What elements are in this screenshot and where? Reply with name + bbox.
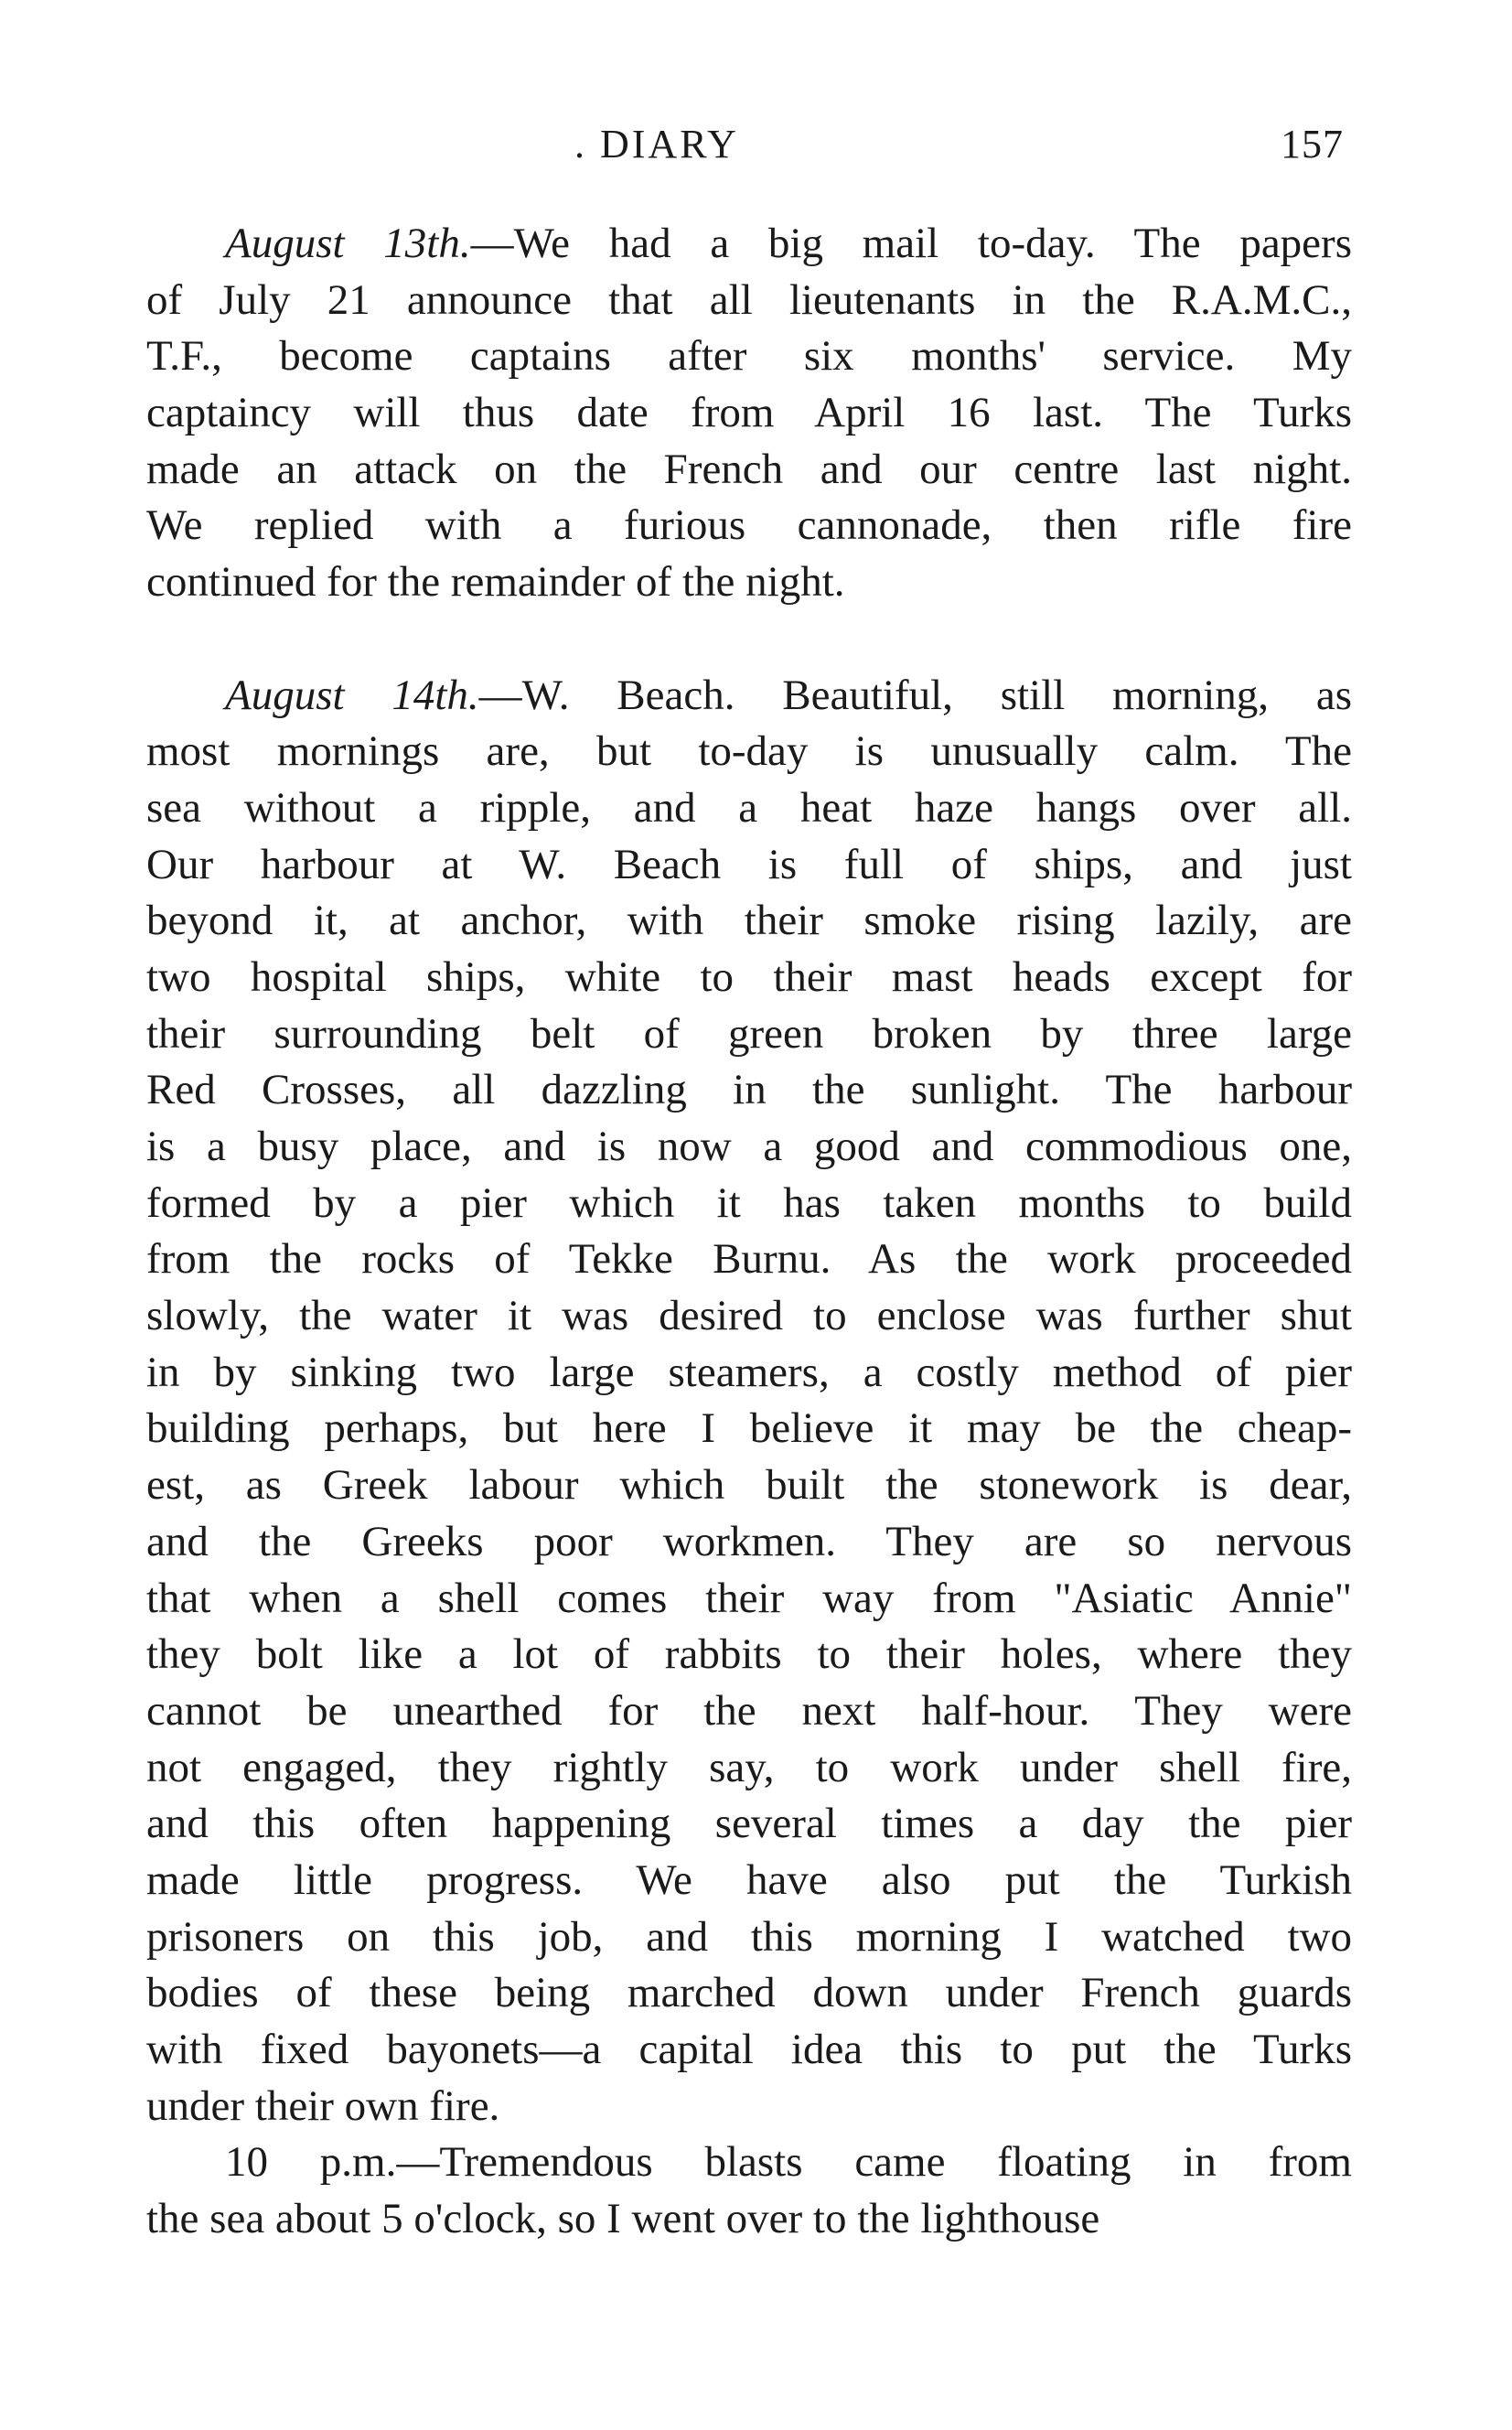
line-text: they bolt like a lot of rabbits to their holes, where they xyxy=(146,1630,1352,1679)
line-text: in by sinking two large steamers, a costly method of pier xyxy=(146,1348,1352,1396)
line-text: two hospital ships, white to their mast heads except for xyxy=(146,952,1352,1001)
line-text: building perhaps, but here I believe it may be the cheap- xyxy=(146,1404,1352,1453)
text-line xyxy=(146,216,1352,273)
text-line xyxy=(146,1006,1352,1063)
text-line xyxy=(146,1853,1352,1909)
text-line xyxy=(146,2191,1352,2248)
body-text xyxy=(146,216,1352,2248)
line-text: with fixed bayonets—a capital idea this to put the Turks xyxy=(146,2026,1352,2073)
line-text: sea without a ripple, and a heat haze hangs over all. xyxy=(146,783,1352,832)
text-line xyxy=(146,1514,1352,1571)
line-text: that when a shell comes their way from "Asiatic Annie" xyxy=(146,1574,1352,1622)
text-line xyxy=(146,1627,1352,1683)
line-text: of July 21 announce that all lieutenants in the R.A.M.C., xyxy=(146,275,1352,324)
line-text: T.F., become captains after six months' service. My xyxy=(146,332,1352,381)
text-line xyxy=(146,554,1352,611)
line-text: est, as Greek labour which built the stonework is dear, xyxy=(146,1461,1352,1510)
text-line xyxy=(146,442,1352,499)
line-text: made little progress. We have also put the Turkish xyxy=(146,1855,1352,1904)
line-text: from the rocks of Tekke Burnu. As the work proceeded xyxy=(146,1235,1352,1284)
text-line xyxy=(146,780,1352,837)
line-text: formed by a pier which it has taken months to build xyxy=(146,1178,1352,1227)
paragraph-spacer xyxy=(146,611,1352,668)
diary-entry xyxy=(146,216,1352,611)
text-line xyxy=(146,328,1352,385)
page-number: 157 xyxy=(1281,122,1344,167)
line-text: bodies of these being marched down under French guards xyxy=(146,1969,1352,2017)
text-line xyxy=(146,950,1352,1006)
entry-date: August 14th. xyxy=(225,671,479,719)
text-line xyxy=(146,837,1352,894)
line-text: —W. Beach. Beautiful, still morning, as xyxy=(478,671,1352,719)
text-line xyxy=(146,1231,1352,1288)
line-text: —We had a big mail to-day. The papers xyxy=(470,220,1352,267)
line-text: We replied with a furious cannonade, then rifle fire xyxy=(146,501,1352,550)
text-line xyxy=(146,1401,1352,1457)
text-line xyxy=(146,385,1352,442)
text-line xyxy=(146,498,1352,554)
text-line xyxy=(146,724,1352,780)
line-text: slowly, the water it was desired to enclose was further shut xyxy=(146,1292,1352,1340)
text-line xyxy=(146,273,1352,329)
text-line xyxy=(146,1796,1352,1853)
entry-date: August 13th. xyxy=(225,220,471,267)
line-text: Our harbour at W. Beach is full of ships, and just xyxy=(146,840,1352,888)
text-line xyxy=(146,1909,1352,1966)
text-line xyxy=(146,1345,1352,1402)
line-text: and this often happening several times a day the pier xyxy=(146,1800,1352,1848)
text-line xyxy=(146,893,1352,950)
diary-entry xyxy=(146,668,1352,2135)
line-text: captaincy will thus date from April 16 last. The Turks xyxy=(146,389,1352,437)
line-text: most mornings are, but to-day is unusually calm. The xyxy=(146,727,1352,776)
line-text: their surrounding belt of green broken by three large xyxy=(146,1009,1352,1058)
line-text: the sea about 5 o'clock, so I went over to the lighthouse xyxy=(146,2195,1100,2243)
line-text: made an attack on the French and our centre last night. xyxy=(146,445,1352,493)
line-text: continued for the remainder of the night. xyxy=(146,558,845,607)
running-head: . DIARY xyxy=(574,122,739,167)
text-line xyxy=(146,1119,1352,1176)
text-line xyxy=(146,1683,1352,1740)
line-text: prisoners on this job, and this morning I watched two xyxy=(146,1912,1352,1961)
text-line xyxy=(146,1457,1352,1514)
diary-entry xyxy=(146,2134,1352,2247)
line-text: 10 p.m.—Tremendous blasts came floating in from xyxy=(225,2138,1352,2187)
line-text: is a busy place, and is now a good and commodious one, xyxy=(146,1123,1352,1170)
text-line xyxy=(146,1062,1352,1119)
text-line xyxy=(146,1571,1352,1628)
text-line xyxy=(146,1965,1352,2022)
text-line xyxy=(146,668,1352,725)
text-line xyxy=(146,1740,1352,1797)
text-line xyxy=(146,2079,1352,2135)
line-text: and the Greeks poor workmen. They are so nervous xyxy=(146,1517,1352,1565)
text-line xyxy=(146,1288,1352,1345)
line-text: beyond it, at anchor, with their smoke rising lazily, are xyxy=(146,897,1352,945)
line-text: not engaged, they rightly say, to work under shell fire, xyxy=(146,1743,1352,1791)
text-line xyxy=(146,2134,1352,2191)
text-line xyxy=(146,1176,1352,1232)
line-text: under their own fire. xyxy=(146,2081,500,2130)
text-line xyxy=(146,2022,1352,2079)
line-text: cannot be unearthed for the next half-hour. They were xyxy=(146,1686,1352,1735)
line-text: Red Crosses, all dazzling in the sunlight. The harbour xyxy=(146,1066,1352,1114)
